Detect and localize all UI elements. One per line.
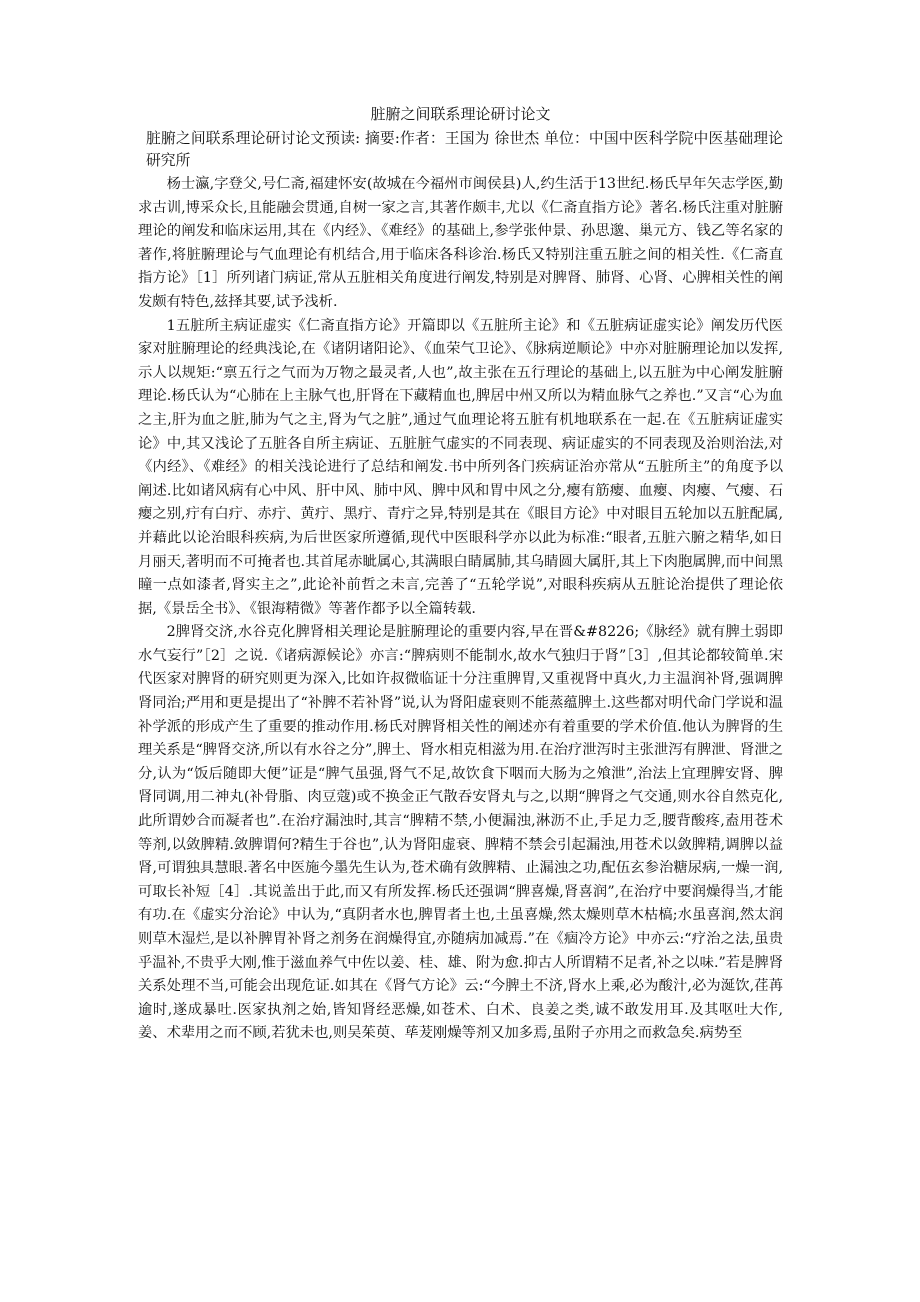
paragraph-section-2: 2脾肾交济,水谷克化脾肾相关理论是脏腑理论的重要内容,早在晋&#8226;《脉经》就有脾土弱即水气妄行”［2］之说.《诸病源候论》亦言:“脾病则不能制水,故水气独归于肾”［3］,但其论都较简单.宋代医家对脾肾的研究则更为深入,比如许叔微临证十分注重脾胃,又重视肾中真火,力主温润补肾,强调脾肾同治;严用和更是提出了“补脾不若补肾”说,认为肾阳虚衰则不能蒸蕴脾土.这些都对明代命门学说和温补学派的形成产生了重要的推动作用.杨氏对脾肾相关性的阐述亦有着重要的学术价值.他认为脾肾的生理关系是“脾肾交济,所以有水谷之分”,脾土、肾水相克相滋为用.在治疗泄泻时主张泄泻有脾泄、肾泄之分,认为“饭后随即大便”证是“脾气虽强,肾气不足,故饮食下咽而大肠为之飧泄”,治法上宜理脾安肾、脾肾同调,用二神丸(补骨脂、肉豆蔻)或不换金正气散吞安肾丸与之,以期“脾肾之气交通,则水谷自然克化,此所谓妙合而凝者也”.在治疗漏浊时,其言“脾精不禁,小便漏浊,淋沥不止,手足力乏,腰背酸疼,盍用苍术等剂,以敛脾精.敛脾谓何?精生于谷也”,认为肾阳虚衰、脾精不禁会引起漏浊,用苍术以敛脾精,调脾以益肾,可谓独具慧眼.著名中医施今墨先生认为,苍术确有敛脾精、止漏浊之功,配伍玄参治糖尿病,一燥一润,可取长补短［4］.其说盖出于此,而又有所发挥.杨氏还强调“脾喜燥,肾喜润”,在治疗中要润燥得当,才能有功.在《虚实分治论》中认为,“真阴者水也,脾胃者土也,土虽喜燥,然太燥则草木枯槁;水虽喜润,然太润则草木湿烂,是以补脾胃补肾之剂务在润燥得宜,亦随病加减焉.”在《痼冷方论》中亦云:“疗治之法,虽贵乎温补,不贵乎大刚,惟于滋血养气中佐以姜、桂、雄、附为愈.抑古人所谓精不足者,补之以味.”若是脾肾关系处理不当,可能会出现危证.如其在《肾气方论》云:“今脾土不济,肾水上乘,必为酸汁,必为涎饮,荏苒逾时,遂成暴吐.医家执剂之始,皆知肾经恶燥,如苍术、白术、良姜之类,诚不敢发用耳.及其呕吐大作,姜、术辈用之而不顾,若犹未也,则吴茱萸、荜茇刚燥等剂又加多焉,虽附子亦用之而救急矣.病势至	[138, 624, 783, 1042]
document-title: 脏腑之间联系理论研讨论文	[370, 105, 551, 123]
paragraph-background: 杨士瀛,字登父,号仁斋,福建怀安(故城在今福州市闽侯县)人,约生活于13世纪.杨氏早年矢志学医,勤求古训,博采众长,且能融会贯通,自树一家之言,其著作颇丰,尤以《仁斋直指方论》著名.杨氏注重对脏腑理论的阐发和临床运用,其在《内经》、《难经》的基础上,参学张仲景、孙思邈、巢元方、钱乙等名家的著作,将脏腑理论与气血理论有机结合,用于临床各科诊治.杨氏又特别注重五脏之间的相关性.《仁斋直指方论》［1］所列诸门病证,常从五脏相关角度进行阐发,特别是对脾肾、肺肾、心肾、心脾相关性的阐发颇有特色,兹择其要,试予浅析.	[138, 176, 783, 310]
document-intro: 脏腑之间联系理论研讨论文预读: 摘要:作者：王国为 徐世杰 单位：中国中医科学院中医基础理论研究所	[146, 130, 783, 169]
paragraph-section-1: 1五脏所主病证虚实《仁斋直指方论》开篇即以《五脏所主论》和《五脏病证虚实论》阐发历代医家对脏腑理论的经典浅论,在《诸阴诸阳论》、《血荣气卫论》、《脉病逆顺论》中亦对脏腑理论加以发挥,示人以规矩:“禀五行之气而为万物之最灵者,人也”,故主张在五行理论的基础上,以五脏为中心阐发脏腑理论.杨氏认为“心肺在上主脉气也,肝肾在下藏精血也,脾居中州又所以为精血脉气之养也.”又言“心为血之主,肝为血之脏,肺为气之主,肾为气之脏”,通过气血理论将五脏有机地联系在一起.在《五脏病证虚实论》中,其又浅论了五脏各自所主病证、五脏脏气虚实的不同表现、病证虚实的不同表现及治则治法,对《内经》、《难经》的相关浅论进行了总结和阐发.书中所列各门疾病证治亦常从“五脏所主”的角度予以阐述.比如诸风病有心中风、肝中风、肺中风、脾中风和胃中风之分,瘿有筋瘿、血瘿、肉瘿、气瘿、石瘿之别,疔有白疔、赤疔、黄疔、黑疔、青疔之异,特别是其在《眼目方论》中对眼目五轮加以五脏配属,并藉此以论治眼科疾病,为后世医家所遵循,现代中医眼科学亦以此为标准:“眼者,五脏六腑之精华,如日月丽天,著明而不可掩者也.其首尾赤眦属心,其满眼白睛属肺,其乌睛圆大属肝,其上下肉胞属脾,而中间黑瞳一点如漆者,肾实主之”,此论补前哲之未言,完善了“五轮学说”,对眼科疾病从五脏论治提供了理论依据,《景岳全书》、《银海精微》等著作都予以全篇转载.	[138, 317, 783, 617]
document-page	[138, 103, 783, 1046]
